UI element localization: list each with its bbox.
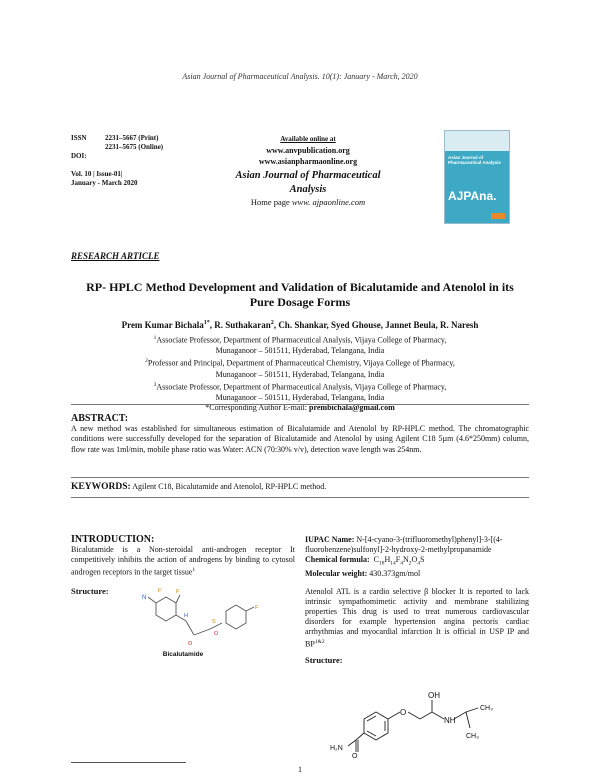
author-2: , R. Suthakaran [209, 320, 271, 330]
formula-label: Chemical formula: [305, 555, 370, 564]
affiliation-2-line2: Munaganoor – 501511, Hyderabad, Telangana, India [215, 369, 385, 379]
bical-ring-b [226, 605, 246, 629]
aten-bond-chain-1 [408, 712, 420, 719]
intro-text [71, 545, 295, 578]
bical-atom-nh: H [184, 613, 188, 619]
bical-atom-f1: F [176, 589, 180, 595]
rule-above-abstract [71, 404, 529, 405]
issn-online: 2231–5675 (Online) [105, 143, 164, 151]
mw-value: 430.373gm/mol [367, 568, 421, 578]
bical-bond-cf3 [176, 595, 180, 603]
bicalutamide-structure [128, 585, 268, 650]
atenolol-structure [330, 688, 510, 758]
aten-bond-ch3-1 [466, 708, 478, 712]
formula-s: S [420, 555, 425, 564]
homepage-prefix: Home page [250, 197, 290, 207]
iupac-text: N-[4-cyano-3-(trifluoromethyl)phenyl]-3-[(4-fluorobenzene)sulfonyl]-2-hydroxy-2-methylpropanamide [305, 535, 503, 554]
chemical-formula [305, 555, 529, 569]
authors-rest: , Ch. Shankar, Syed Ghouse, Jannet Beula, R. Naresh [273, 320, 479, 330]
right-column [305, 535, 529, 665]
bical-ring-a [156, 597, 176, 621]
intro-body: Bicalutamide is a Non-steroidal anti-androgen receptor It competitively inhibits the action of androgens by binding to cytosol androgen receptors in the target tissue [71, 545, 295, 577]
aten-atom-carbonyl-o: O [352, 753, 358, 758]
affiliation-1-line2: Munaganoor – 501511, Hyderabad, Telangana, India [215, 346, 385, 356]
formula-h: H [384, 555, 391, 564]
aten-bond-ch2 [356, 733, 364, 740]
aten-atom-nh: NH [444, 716, 456, 725]
affiliation-3-line2: Munaganoor – 501511, Hyderabad, Telangana, India [215, 393, 385, 402]
doi-label: DOI: [71, 152, 87, 160]
corr-prefix: *Corresponding Author E-mail: [205, 403, 310, 413]
author-list [71, 320, 529, 330]
bical-bond-chain-2 [194, 629, 210, 635]
bical-atom-o: O [214, 631, 219, 637]
aten-bond-amide [348, 740, 356, 746]
atenolol-structure-label: Structure: [305, 655, 343, 666]
aten-atom-o: O [400, 708, 407, 717]
bical-atom-n: N [142, 595, 147, 601]
bicalutamide-caption: Bicalutamide [162, 651, 204, 658]
aten-atom-ch3-a: CH₃ [480, 705, 493, 712]
abstract-section [71, 414, 529, 455]
formula-n: N [402, 555, 409, 564]
site-link-anvpublication[interactable]: www.anvpublication.org [266, 146, 350, 155]
formula-o: O [411, 555, 418, 564]
cover-publisher-logo [491, 213, 505, 219]
aten-bond-chain-3 [432, 712, 444, 719]
aten-atom-oh: OH [428, 691, 440, 700]
author-2-sup: 2 [270, 320, 274, 326]
keywords-text: Agilent C18, Bicalutamide and Atenolol, RP-HPLC method. [130, 482, 327, 491]
formula-c: C [373, 555, 379, 564]
issn-print: 2231–5667 (Print) [105, 134, 159, 142]
aff2-line1: Professor and Principal, Department of Pharmaceutical Chemistry, Vijaya College of Pharmacy, [147, 359, 455, 369]
formula-c-sub: 18 [379, 560, 385, 567]
volume-issue: Vol. 10 | Issue-01| [71, 170, 123, 178]
bicalutamide-structure-label: Structure: [71, 585, 109, 596]
aff3-line1: Associate Professor, Department of Pharmaceutical Analysis, Vijaya College of Pharmacy, [156, 382, 447, 392]
keywords-section [71, 482, 529, 492]
aten-bond-chain-2 [420, 712, 432, 719]
site-link-asianpharmaonline[interactable]: www.asianpharmaonline.org [258, 157, 358, 166]
aten-atom-ch3-b: CH₃ [466, 733, 479, 740]
bical-atom-f3: F [255, 605, 259, 611]
atenolol-text [305, 587, 529, 650]
available-online-label: Available online at [280, 135, 336, 143]
aff3-sup: 3 [153, 381, 157, 388]
aff1-line1: Associate Professor, Department of Pharmaceutical Analysis, Vijaya College of Pharmacy, [156, 335, 447, 345]
article-title: RP- HPLC Method Development and Validation of Bicalutamide and Atenolol in its Pure Dosage Forms [86, 280, 514, 309]
volume-period: January - March 2020 [71, 179, 138, 187]
aten-bond-ch3-2 [466, 712, 470, 728]
issn-block [71, 134, 163, 161]
intro-heading: INTRODUCTION: [71, 534, 155, 545]
abstract-heading: ABSTRACT: [71, 413, 129, 424]
page-number: 1 [298, 765, 302, 774]
molecular-weight [305, 569, 529, 579]
atenolol-sup: 1&2 [314, 638, 325, 645]
aff1-sup: 1 [153, 335, 157, 341]
formula-h-sub: 14 [390, 560, 396, 567]
aff2-sup: 2 [145, 358, 148, 365]
formula-o-sub: 4 [417, 560, 421, 567]
aten-atom-h2n: H₂N [330, 745, 343, 752]
rule-below-keywords [71, 497, 529, 498]
article-type: RESEARCH ARTICLE [71, 251, 160, 261]
bical-bond-chain [186, 621, 194, 635]
affiliation-2 [71, 356, 529, 369]
atenolol-body: Atenolol ATL is a cardio selective β blocker It is reported to lack intrinsic sympathomimetic activity and membrane stabilizing properties This drug is used to treat numerous cardiovascular disorders for example hypertension angina pectoris cardiac arrhythmias and myocardial infarction It is official in USP IP and BP [305, 586, 529, 649]
bical-bond-cn [148, 597, 156, 603]
author-1-sup: 1* [203, 320, 210, 326]
aten-bond-iso [454, 712, 466, 719]
journal-title: Asian Journal of Pharmaceutical Analysis [235, 170, 381, 195]
iupac-label: IUPAC Name: [305, 535, 355, 544]
bical-atom-s: S [212, 619, 216, 625]
cover-title: Asian Journal of Pharmaceutical Analysis [448, 155, 501, 165]
abstract-text: A new method was established for simultaneous estimation of Bicalutamide and Atenolol by RP-HPLC method. The chromatographic conditions were successfully developed for the separation of Bicalutamide and Atenolol by using Agilent C18 5µm (4.6*250mm) column, flow rate was 1ml/min, mobile phase ratio was Water: ACN (70:30% v/v), detection wave length was 254nm. [71, 424, 529, 454]
journal-cover-image [444, 130, 510, 224]
keywords-heading: KEYWORDS: [71, 482, 131, 492]
affiliation-3 [71, 380, 529, 393]
affiliations [71, 333, 529, 414]
footnote-rule [71, 762, 186, 763]
formula-f: F [395, 555, 401, 564]
homepage-link[interactable]: www. ajpaonline.com [291, 197, 366, 207]
affiliation-1 [71, 333, 529, 346]
intro-sup: 1 [192, 567, 196, 573]
formula-n-sub: 2 [408, 560, 412, 567]
bical-atom-oh: O [188, 641, 193, 647]
author-1: Prem Kumar Bichala [121, 320, 204, 330]
bical-bond-f [246, 607, 254, 611]
rule-above-keywords [71, 477, 529, 478]
iupac-name [305, 535, 529, 555]
availability-block [222, 134, 394, 208]
bical-atom-f2: F [158, 588, 162, 594]
aten-bond-o [388, 712, 400, 719]
homepage-line [222, 197, 394, 208]
formula-f-sub: 4 [400, 560, 403, 567]
mw-label: Molecular weight: [305, 568, 368, 578]
issn-label: ISSN [71, 134, 87, 142]
running-header: Asian Journal of Pharmaceutical Analysis. 10(1): January - March, 2020 [182, 72, 418, 81]
cover-header-band [445, 131, 509, 151]
volume-info [71, 170, 138, 188]
corr-email[interactable]: prembichala@gmail.com [309, 403, 395, 413]
cover-abbrev: AJPAna. [448, 189, 497, 203]
